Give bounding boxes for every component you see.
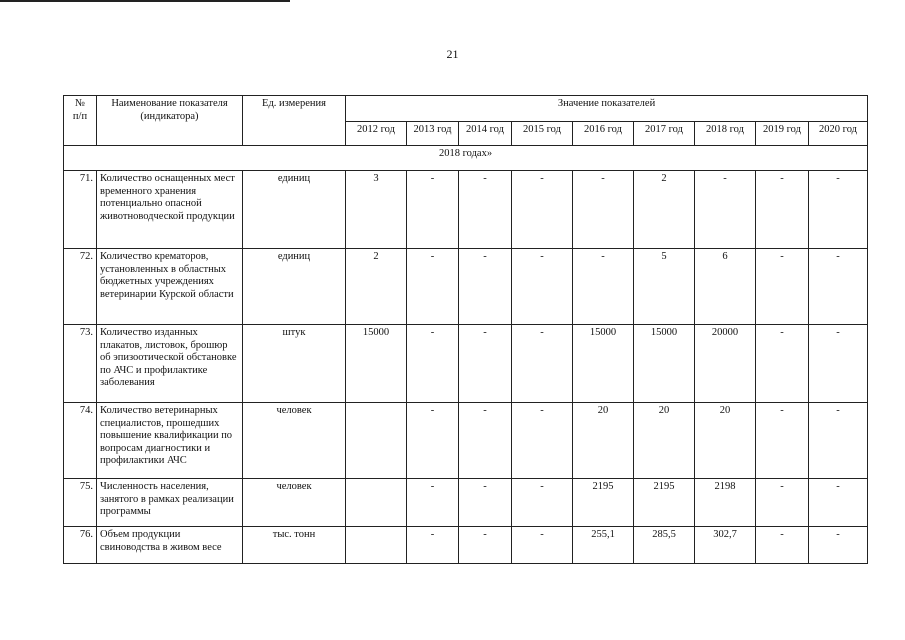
- unit-of-measure: человек: [243, 403, 346, 479]
- row-number: 74.: [64, 403, 97, 479]
- value-2020: -: [809, 403, 868, 479]
- unit-of-measure: штук: [243, 325, 346, 403]
- value-2014: -: [459, 325, 512, 403]
- indicators-table: [63, 95, 868, 564]
- value-2020: -: [809, 171, 868, 249]
- header-year: 2015 год: [512, 122, 573, 146]
- row-number: 75.: [64, 479, 97, 527]
- value-2018: 6: [695, 249, 756, 325]
- value-2020: -: [809, 325, 868, 403]
- unit-of-measure: единиц: [243, 171, 346, 249]
- table-row: [64, 249, 868, 325]
- value-2019: -: [756, 249, 809, 325]
- header-values-group: Значение показателей: [346, 96, 868, 122]
- header-year: 2013 год: [407, 122, 459, 146]
- header-year: 2019 год: [756, 122, 809, 146]
- value-2015: -: [512, 479, 573, 527]
- value-2018: 20000: [695, 325, 756, 403]
- header-unit: Ед. измерения: [243, 96, 346, 146]
- row-number: 73.: [64, 325, 97, 403]
- table-row: [64, 403, 868, 479]
- value-2014: -: [459, 527, 512, 564]
- header-year: 2014 год: [459, 122, 512, 146]
- value-2014: -: [459, 403, 512, 479]
- header-year: 2018 год: [695, 122, 756, 146]
- value-2018: 20: [695, 403, 756, 479]
- value-2017: 2: [634, 171, 695, 249]
- value-2015: -: [512, 403, 573, 479]
- value-2016: -: [573, 249, 634, 325]
- value-2015: -: [512, 171, 573, 249]
- value-2012: [346, 403, 407, 479]
- indicator-name: Численность населения, занятого в рамках реализации программы: [97, 479, 243, 527]
- page-number: 21: [446, 47, 459, 61]
- row-number: 72.: [64, 249, 97, 325]
- value-2013: -: [407, 171, 459, 249]
- value-2017: 15000: [634, 325, 695, 403]
- header-year: 2016 год: [573, 122, 634, 146]
- unit-of-measure: человек: [243, 479, 346, 527]
- value-2017: 5: [634, 249, 695, 325]
- value-2020: -: [809, 249, 868, 325]
- value-2014: -: [459, 249, 512, 325]
- value-2012: 3: [346, 171, 407, 249]
- table-row: [64, 325, 868, 403]
- unit-of-measure: единиц: [243, 249, 346, 325]
- row-number: 76.: [64, 527, 97, 564]
- value-2016: 15000: [573, 325, 634, 403]
- table-row: [64, 479, 868, 527]
- header-year: 2020 год: [809, 122, 868, 146]
- value-2012: [346, 479, 407, 527]
- indicator-name: Объем продукции свиноводства в живом весе: [97, 527, 243, 564]
- value-2019: -: [756, 479, 809, 527]
- value-2019: -: [756, 171, 809, 249]
- value-2019: -: [756, 325, 809, 403]
- value-2013: -: [407, 249, 459, 325]
- table-row: [64, 527, 868, 564]
- value-2017: 20: [634, 403, 695, 479]
- value-2012: [346, 527, 407, 564]
- value-2016: 2195: [573, 479, 634, 527]
- value-2013: -: [407, 479, 459, 527]
- header-year: 2012 год: [346, 122, 407, 146]
- value-2017: 2195: [634, 479, 695, 527]
- value-2012: 15000: [346, 325, 407, 403]
- value-2016: 255,1: [573, 527, 634, 564]
- value-2015: -: [512, 325, 573, 403]
- header-name: Наименование показателя (индикатора): [97, 96, 243, 146]
- value-2017: 285,5: [634, 527, 695, 564]
- value-2015: -: [512, 527, 573, 564]
- value-2013: -: [407, 527, 459, 564]
- value-2014: -: [459, 479, 512, 527]
- value-2012: 2: [346, 249, 407, 325]
- indicator-name: Количество изданных плакатов, листовок, брошюр об эпизоотической обстановке по АЧС и профилактике заболевания: [97, 325, 243, 403]
- indicator-name: Количество крематоров, установленных в областных бюджетных учреждениях ветеринарии Курской области: [97, 249, 243, 325]
- top-left-rule: [0, 0, 290, 2]
- value-2020: -: [809, 527, 868, 564]
- indicator-name: Количество ветеринарных специалистов, прошедших повышение квалификации по вопросам диагностики и профилактики АЧС: [97, 403, 243, 479]
- row-number: 71.: [64, 171, 97, 249]
- header-year: 2017 год: [634, 122, 695, 146]
- value-2019: -: [756, 527, 809, 564]
- value-2019: -: [756, 403, 809, 479]
- value-2013: -: [407, 403, 459, 479]
- value-2015: -: [512, 249, 573, 325]
- indicator-name: Количество оснащенных мест временного хранения потенциально опасной животноводческой продукции: [97, 171, 243, 249]
- value-2016: 20: [573, 403, 634, 479]
- unit-of-measure: тыс. тонн: [243, 527, 346, 564]
- value-2013: -: [407, 325, 459, 403]
- section-label: 2018 годах»: [64, 146, 868, 171]
- value-2018: 302,7: [695, 527, 756, 564]
- value-2016: -: [573, 171, 634, 249]
- value-2014: -: [459, 171, 512, 249]
- table-row: [64, 171, 868, 249]
- value-2018: -: [695, 171, 756, 249]
- value-2020: -: [809, 479, 868, 527]
- value-2018: 2198: [695, 479, 756, 527]
- header-num: № п/п: [64, 96, 97, 146]
